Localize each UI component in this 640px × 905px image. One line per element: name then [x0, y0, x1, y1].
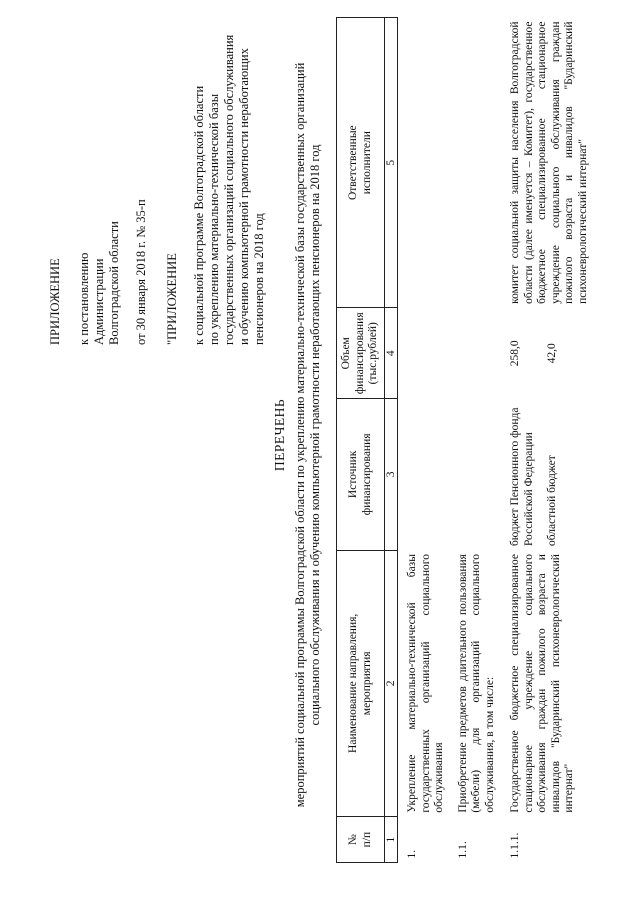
row-name: Приобретение предметов длительного пользования (мебели) для организаций социального обслуживания, в том числе: [456, 554, 496, 813]
attachment-heading: ПРИЛОЖЕНИЕ [48, 258, 62, 345]
row-num: 1.1.1. [509, 832, 521, 859]
row-source-secondary: областной бюджет [546, 455, 558, 547]
column-number: 5 [385, 18, 398, 308]
row-amount [449, 308, 500, 399]
program-ref-line: государственных организаций социального обслуживания [222, 34, 236, 345]
column-number-row [385, 18, 398, 863]
attachment-line: Волгоградской области [107, 221, 121, 345]
column-number: 1 [385, 817, 398, 863]
column-number: 4 [385, 308, 398, 399]
subtitle-line: социального обслуживания и обучению компьютерной грамотности неработающих пенсионеров на 2018 год [308, 144, 322, 726]
row-executor [398, 18, 449, 308]
column-number: 3 [385, 399, 398, 550]
table-row [449, 18, 500, 863]
row-executor [449, 18, 500, 308]
row-amount [398, 308, 449, 399]
header-name: Наименование направления, мероприятия [337, 550, 385, 817]
table-header-row [337, 18, 385, 863]
row-source [449, 399, 500, 550]
row-amount: 258,0 [509, 340, 521, 367]
row-name: Укрепление материально-технической базы государственных организаций социального обслуживания [406, 554, 445, 813]
header-executor: Ответственные исполнители [337, 18, 385, 308]
row-amount-cell [499, 308, 592, 399]
attachment-date: от 30 января 2018 г. № 35-п [134, 199, 148, 345]
row-executor: комитет социальной защиты населения Волгоградской области (далее именуется – Комитет), государственное бюджетное специализированное стационарное учреждение социального обслуживания граждан пожилого возраста и инвалидов "Бударинский психоневрологический интернат" [509, 21, 589, 304]
row-amount-secondary: 42,0 [545, 343, 558, 364]
column-number: 2 [385, 550, 398, 817]
attachment-line: к постановлению [77, 252, 91, 345]
row-num: 1. [406, 849, 418, 859]
header-num: № п/п [337, 817, 385, 863]
program-ref-line: и обучению компьютерной грамотности неработающих [237, 48, 251, 345]
program-ref-line: по укреплению материально-технической базы [207, 93, 221, 345]
program-ref-line: пенсионеров на 2018 год [252, 213, 266, 345]
program-ref-line: к социальной программе Волгоградской области [192, 85, 206, 345]
program-ref-heading: "ПРИЛОЖЕНИЕ [165, 253, 179, 345]
attachment-line: Администрации [92, 258, 106, 345]
header-source: Источник финансирования [337, 399, 385, 550]
document-title: ПЕРЕЧЕНЬ [272, 398, 287, 472]
row-source [398, 399, 449, 550]
row-name: Государственное бюджетное специализированное стационарное учреждение социального обслуживания граждан пожилого возраста и инвалидов "Бударинский психоневрологический интернат" [509, 554, 575, 813]
header-amount: Объем финансирования (тыс.рублей) [337, 308, 385, 399]
table-row [398, 18, 449, 863]
document-subtitle [293, 5, 323, 865]
row-num: 1.1. [456, 841, 469, 859]
row-source: бюджет Пенсионного фонда Российской Федерации [509, 407, 535, 547]
row-source-cell [499, 399, 592, 550]
table-row [499, 18, 592, 863]
subtitle-line: мероприятий социальной программы Волгоградской области по укреплению материально-технической базы государственных организаций [293, 62, 307, 808]
attachment-block [48, 35, 267, 345]
plan-table [336, 17, 592, 863]
